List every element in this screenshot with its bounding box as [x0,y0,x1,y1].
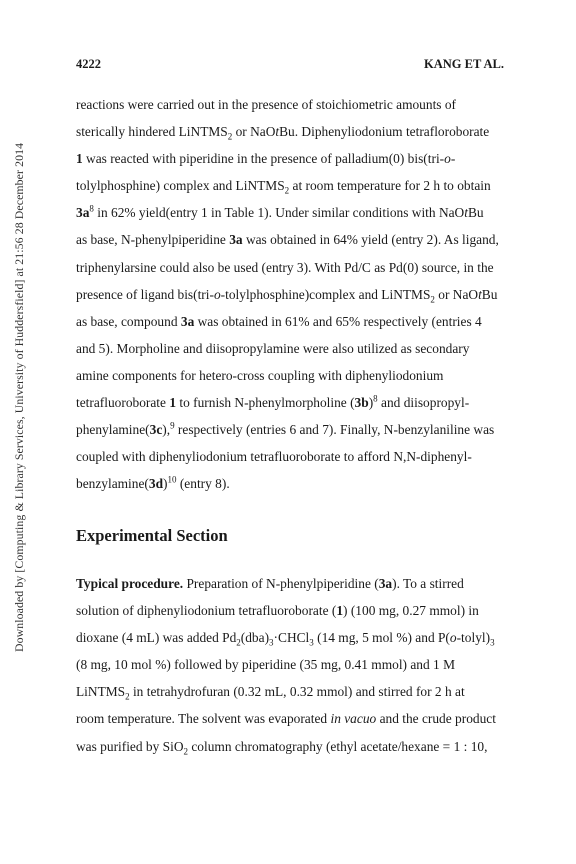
text-line: dioxane (4 mL) was added $Pd_2(dba)_3\cdot CHCl_3$ (14 mg, 5 mol %) and $P(o-tolyl)_3$ [76,630,495,648]
text-line: (8 mg, 10 mol %) followed by piperidine (35 mg, 0.41 mmol) and 1 M [76,657,455,673]
text-line: LiNTMS$_2$ in tetrahydrofuran (0.32 mL, 0.32 mmol) and stirred for 2 h at [76,684,465,703]
text-line: solution of diphenyliodonium tetrafluoroborate (1) (100 mg, 0.27 mmol) in [76,603,479,619]
text-line: Typical procedure. Preparation of N-phenylpiperidine (3a). To a stirred [76,576,464,591]
text-line: sterically hindered LiNTMS$_2$ or NaOtBu. Diphenyliodonium tetrafloroborate [76,124,490,142]
text-line: was purified by SiO$_2$ column chromatography (ethyl acetate/hexane = 1 : 10, [76,738,488,757]
text-line: room temperature. The solvent was evaporated in vacuo and the crude product [76,711,496,727]
text-line: as base, compound 3a was obtained in 61% and 65% respectively (entries 4 [76,313,482,329]
procedure-paragraph [76,570,507,760]
running-head: KANG ET AL. [424,57,504,71]
page-header [76,57,504,73]
text-line: triphenylarsine could also be used (entry 3). With Pd/C as Pd(0) source, in the [76,259,494,275]
text-line: as base, N-phenylpiperidine 3a was obtained in 64% yield (entry 2). As ligand, [76,232,499,248]
text-line: amine components for hetero-cross coupling with diphenyliodonium [76,367,444,383]
download-watermark: Downloaded by [Computing & Library Services, University of Huddersfield] at 21:56 28 December 2014 [12,142,26,652]
body-paragraph [76,91,507,497]
text-line: coupled with diphenyliodonium tetrafluoroborate to afford N,N-diphenyl- [76,449,472,465]
text-line: $benzylamine(3d)^{10}$ (entry 8). [76,474,230,492]
text-line: and 5). Morpholine and diisopropylamine were also utilized as secondary [76,340,470,356]
text-line: presence of ligand bis(tri-o-tolylphosphine)complex and LiNTMS$_2$ or NaOtBu [76,286,498,305]
text-line: tetrafluoroborate 1 to furnish N-phenylmorpholine $(3b)^8$ and diisopropyl- [76,393,470,411]
text-line: tolylphosphine) complex and LiNTMS$_2$ at room temperature for 2 h to obtain [76,178,491,196]
page-number: 4222 [76,57,101,71]
text-line: 1 was reacted with piperidine in the presence of palladium(0) bis(tri-o- [76,151,456,167]
text-line: phenylamine(3c),$^9$ respectively (entries 6 and 7). Finally, N-benzylaniline was [76,420,495,438]
section-heading: Experimental Section [76,526,228,545]
text-line: $3a^8$ in 62% yield(entry 1 in Table 1). Under similar conditions with NaOtBu [76,203,484,221]
text-line: reactions were carried out in the presence of stoichiometric amounts of [76,97,456,112]
